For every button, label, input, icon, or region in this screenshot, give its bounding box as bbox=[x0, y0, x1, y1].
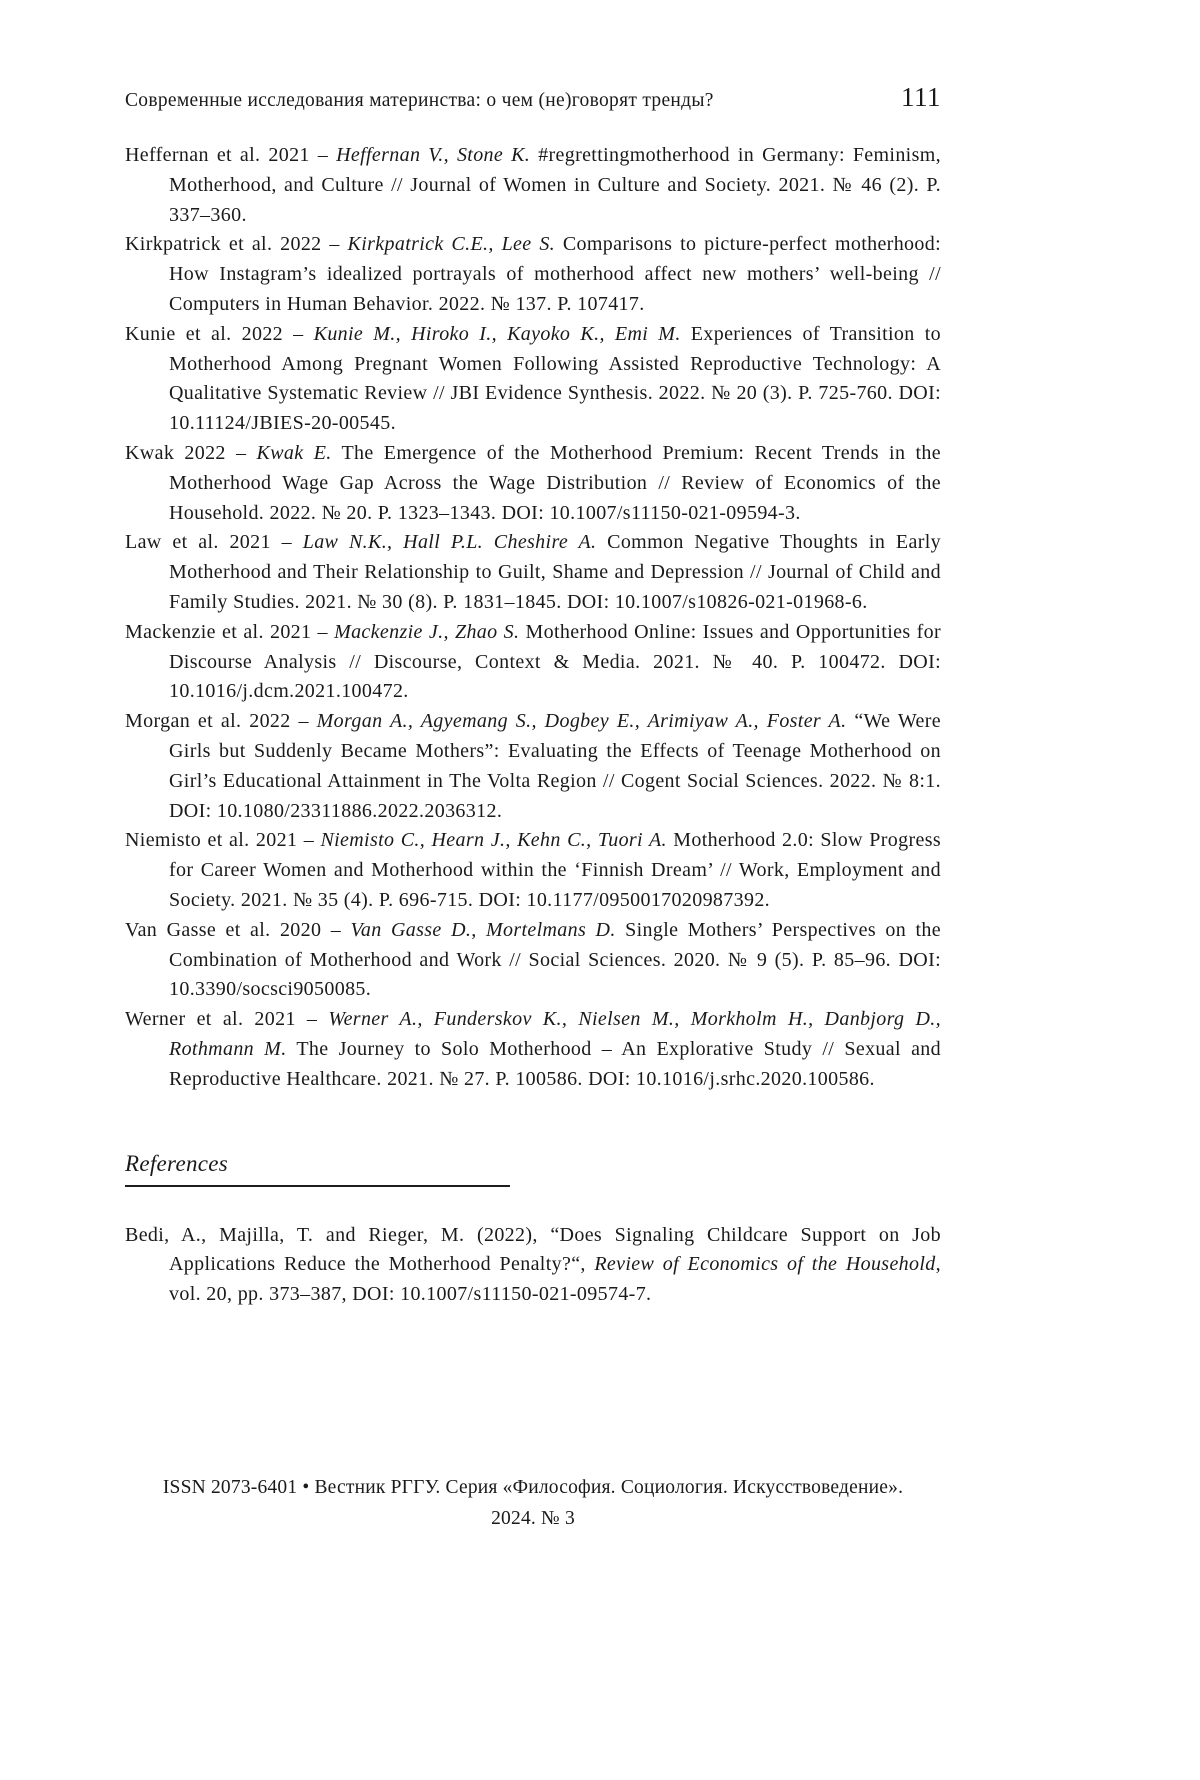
entry-label: Morgan et al. 2022 – bbox=[125, 710, 317, 733]
entry-body: Motherhood 2.0: Slow Progress for Career Women and Motherhood within the ‘Finnish Dream’ // Work, Employment and Society. 2021. № 35 (4). P. 696-715. DOI: 10.1177/0950017020987392. bbox=[169, 829, 941, 911]
entry-authors: Niemisto C., Hearn J., Kehn C., Tuori A. bbox=[320, 829, 667, 852]
bibliography-list bbox=[125, 141, 941, 1095]
entry-label: Niemisto et al. 2021 – bbox=[125, 829, 321, 852]
references-heading: References bbox=[125, 1150, 229, 1176]
entry-label: Kirkpatrick et al. 2022 – bbox=[125, 233, 348, 256]
entry-body: #regrettingmotherhood in Germany: Feminism, Motherhood, and Culture // Journal of Women in Culture and Society. 2021. № 46 (2). P. 337–360. bbox=[169, 144, 941, 226]
entry-label: Kwak 2022 – bbox=[125, 441, 257, 464]
entry-authors: Kirkpatrick C.E., Lee S. bbox=[347, 233, 556, 256]
reference-entry bbox=[125, 826, 941, 915]
entry-body: “We Were Girls but Suddenly Became Mothers”: Evaluating the Effects of Teenage Motherhood on Girl’s Educational Attainment in The Volta Region // Cogent Social Sciences. 2022. № 8:1. DOI: 10.1080/23311886.2022.2036312. bbox=[169, 710, 941, 822]
entry-authors: Heffernan V., Stone K. bbox=[336, 144, 531, 166]
entry-authors: Van Gasse D., Mortelmans D. bbox=[350, 918, 616, 941]
references-heading-rule bbox=[125, 1185, 510, 1187]
entry-label: Heffernan et al. 2021 – bbox=[125, 144, 337, 166]
reference-entry bbox=[125, 618, 941, 707]
running-title: Современные исследования материнства: о чем (не)говорят тренды? bbox=[125, 90, 714, 111]
reference-entry bbox=[125, 707, 941, 826]
page-header bbox=[125, 0, 941, 113]
entry-authors: Mackenzie J., Zhao S. bbox=[334, 620, 520, 643]
references-section bbox=[125, 1151, 941, 1310]
entry-body: Motherhood Online: Issues and Opportunities for Discourse Analysis // Discourse, Context & Media. 2021. № 40. P. 100472. DOI: 10.1016/j.dcm.2021.100472. bbox=[169, 620, 941, 703]
entry-label: Mackenzie et al. 2021 – bbox=[125, 620, 335, 643]
entry-body: , vol. 20, pp. 373–387, DOI: 10.1007/s11150-021-09574-7. bbox=[169, 1253, 941, 1306]
footer-issue-line: 2024. № 3 bbox=[491, 1508, 575, 1529]
entry-authors: Kwak E. bbox=[256, 441, 332, 464]
entry-label: Law et al. 2021 – bbox=[125, 531, 303, 554]
entry-body: Single Mothers’ Perspectives on the Combination of Motherhood and Work // Social Sciences. 2020. № 9 (5). P. 85–96. DOI: 10.3390/socsci9050085. bbox=[169, 918, 941, 1001]
entry-body: Experiences of Transition to Motherhood Among Pregnant Women Following Assisted Reproductive Technology: A Qualitative Systematic Review // JBI Evidence Synthesis. 2022. № 20 (3). P. 725-760. DOI: 10.11124/JBIES-20-00545. bbox=[169, 322, 942, 435]
entry-label: Van Gasse et al. 2020 – bbox=[125, 918, 351, 941]
entry-authors: Law N.K., Hall P.L. Cheshire A. bbox=[302, 531, 597, 554]
reference-entry bbox=[125, 230, 941, 319]
entry-body: Bedi, A., Majilla, T. and Rieger, M. (2022), “Does Signaling Childcare Support on Job Applications Reduce the Motherhood Penalty?“, bbox=[125, 1223, 941, 1276]
reference-entry bbox=[125, 439, 941, 528]
entry-body: Comparisons to picture-perfect motherhood: How Instagram’s idealized portrayals of motherhood affect new mothers’ well-being // Computers in Human Behavior. 2022. № 137. P. 107417. bbox=[169, 233, 942, 315]
reference-entry bbox=[125, 320, 941, 439]
footer-issn-line: ISSN 2073-6401 • Вестник РГГУ. Серия «Философия. Социология. Искусствоведение». bbox=[162, 1477, 904, 1498]
page-footer bbox=[125, 1472, 941, 1534]
reference-entry bbox=[125, 141, 941, 230]
entry-authors: Werner A., Funderskov K., Nielsen M., Morkholm H., Danbjorg D., Rothmann M. bbox=[169, 1008, 941, 1060]
entry-body: Common Negative Thoughts in Early Motherhood and Their Relationship to Guilt, Shame and Depression // Journal of Child and Family Studies. 2021. № 30 (8). P. 1831–1845. DOI: 10.1007/s10826-021-01968-6. bbox=[169, 531, 941, 613]
entry-label: Kunie et al. 2022 – bbox=[125, 322, 314, 345]
text-block bbox=[125, 0, 941, 1310]
entry-body: The Journey to Solo Motherhood – An Explorative Study // Sexual and Reproductive Healthcare. 2021. № 27. P. 100586. DOI: 10.1016/j.srhc.2020.100586. bbox=[169, 1037, 941, 1090]
reference-entry bbox=[125, 916, 941, 1005]
reference-entry bbox=[125, 528, 941, 617]
page-number: 111 bbox=[901, 82, 941, 112]
entry-authors: Kunie M., Hiroko I., Kayoko K., Emi M. bbox=[313, 322, 681, 345]
reference-entry bbox=[125, 1005, 941, 1094]
entry-label: Werner et al. 2021 – bbox=[125, 1008, 329, 1031]
entry-authors: Morgan A., Agyemang S., Dogbey E., Arimiyaw A., Foster A. bbox=[316, 710, 847, 733]
entry-body: The Emergence of the Motherhood Premium: Recent Trends in the Motherhood Wage Gap Across the Wage Distribution // Review of Economics of the Household. 2022. № 20. P. 1323–1343. DOI: 10.1007/s11150-021-09594-3. bbox=[169, 441, 941, 524]
entry-journal: Review of Economics of the Household bbox=[594, 1253, 936, 1276]
reference-entry bbox=[125, 1221, 941, 1310]
